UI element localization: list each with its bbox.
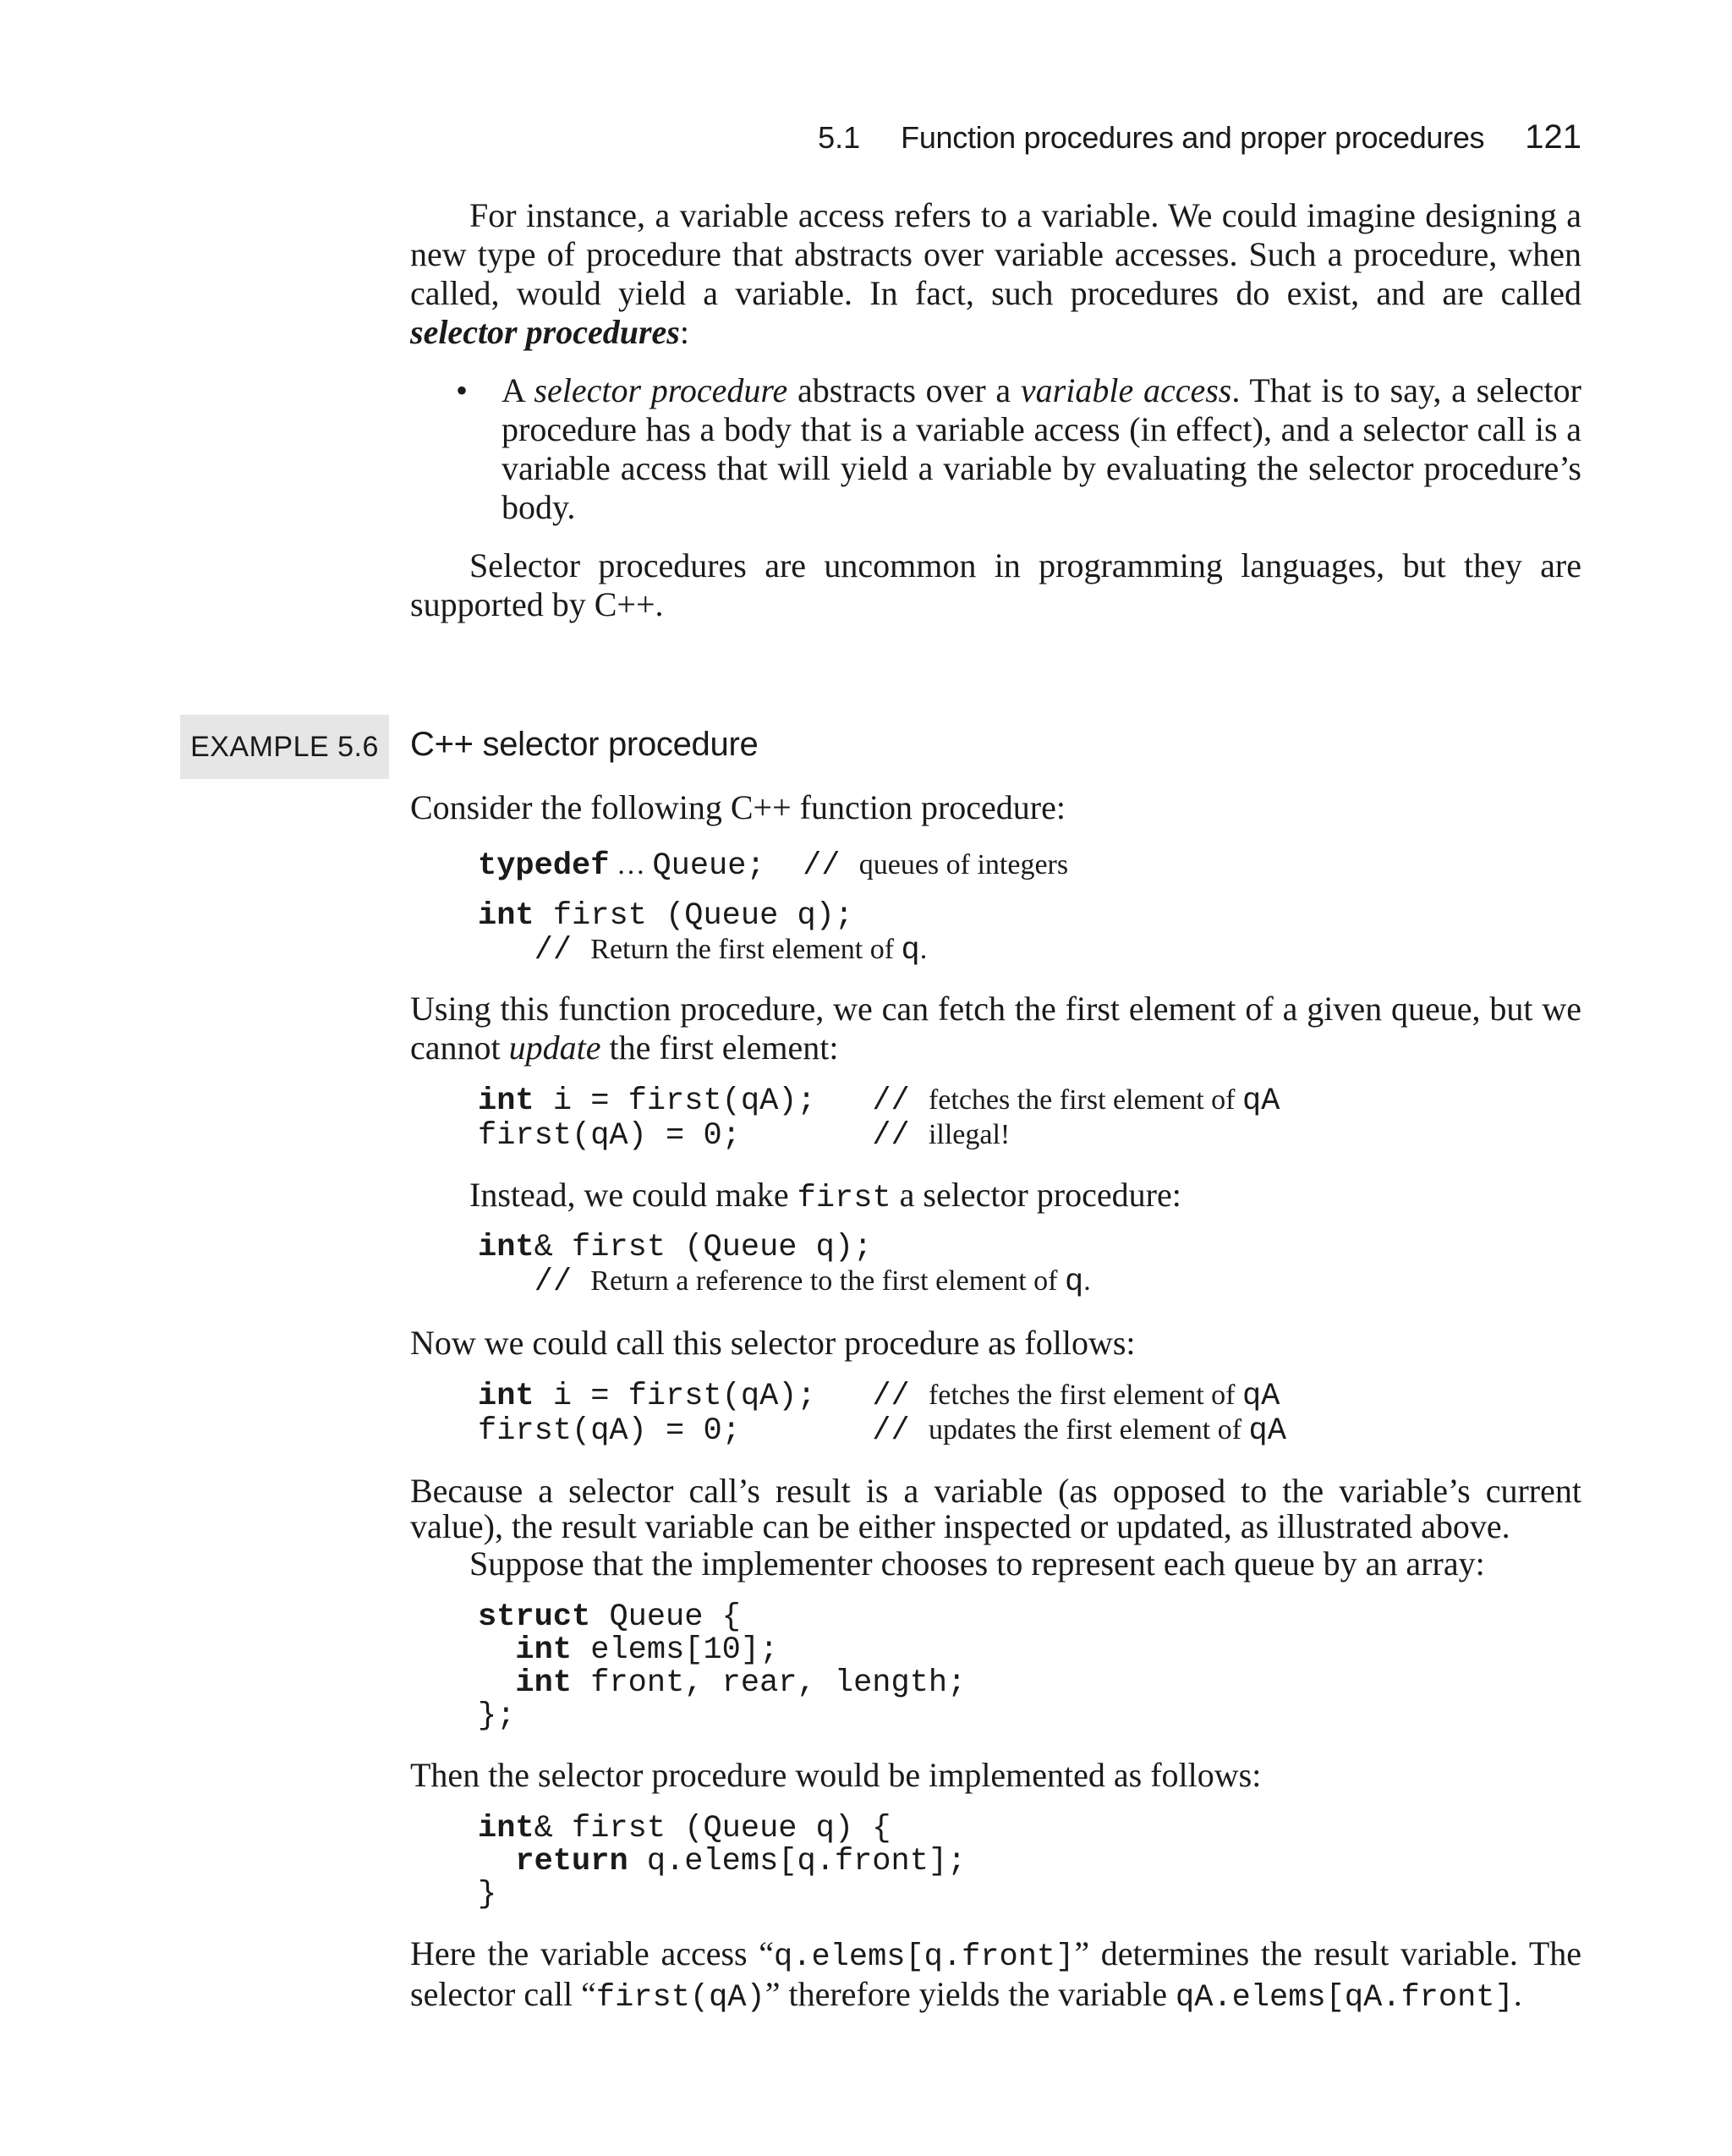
- keyword: int: [478, 1230, 534, 1265]
- code-text: };: [478, 1698, 516, 1734]
- code-text: elems[10];: [572, 1632, 779, 1668]
- example-paragraph-5: Because a selector call’s result is a variable (as opposed to the variable’s current value), the result variable can be either inspected or updated, as illustrated above.: [410, 1472, 1581, 1545]
- example-paragraph-3: [410, 1176, 1581, 1218]
- p2-text-b: the first element:: [600, 1029, 839, 1067]
- example-paragraph-2: [410, 990, 1581, 1067]
- code-var: qA: [1248, 1413, 1286, 1449]
- code-text: first(qA) = 0;: [478, 1413, 741, 1449]
- comment-marker: //: [534, 933, 573, 968]
- example-paragraph-4: Now we could call this selector procedure as follows:: [410, 1324, 1136, 1362]
- code-text: i = first(qA);: [534, 1379, 816, 1414]
- code-usage-1: [478, 1083, 1280, 1153]
- p2-emphasis: update: [508, 1029, 601, 1067]
- example-paragraph-6: Suppose that the implementer chooses to represent each queue by an array:: [469, 1544, 1485, 1583]
- code-text: i = first(qA);: [534, 1083, 816, 1119]
- keyword: int: [478, 1083, 534, 1119]
- keyword: int: [515, 1632, 573, 1668]
- example-paragraph-7: Then the selector procedure would be implemented as follows:: [410, 1756, 1262, 1794]
- p8-code-3: qA.elems[qA.front]: [1176, 1980, 1514, 2016]
- code-typedef: [478, 848, 1068, 883]
- keyword: return: [515, 1844, 628, 1879]
- running-head: [818, 118, 1581, 156]
- code-comment: Return the first element of: [590, 934, 902, 965]
- code-first-decl: [478, 899, 927, 968]
- bullet-icon: •: [456, 371, 469, 409]
- code-comment: illegal!: [928, 1119, 1011, 1150]
- example-tag: EXAMPLE 5.6: [180, 715, 389, 779]
- comment-marker: //: [872, 1413, 910, 1449]
- bullet-text-c: . That is to say, a selector procedure has a body that is a variable access (in effect), and a selector call is a variable access that will yield a variable by evaluating the selector procedure’s body.: [502, 371, 1581, 526]
- code-var: q: [1065, 1265, 1084, 1300]
- section-title: Function procedures and proper procedures: [901, 120, 1485, 155]
- keyword: int: [478, 1379, 534, 1414]
- code-text: q.elems[q.front];: [628, 1844, 967, 1879]
- intro-text-end: :: [679, 313, 689, 351]
- comment-marker: //: [872, 1083, 910, 1119]
- code-selector-decl: [478, 1231, 1091, 1299]
- ellipsis: …: [609, 849, 653, 881]
- page-number: 121: [1525, 118, 1581, 156]
- term-selector-procedures: selector procedures: [410, 313, 680, 351]
- keyword: int: [478, 898, 534, 934]
- intro-paragraph: [410, 196, 1581, 352]
- keyword: int: [515, 1665, 573, 1701]
- code-var: qA: [1241, 1083, 1280, 1119]
- comment-marker: //: [872, 1379, 910, 1414]
- bullet-text: [502, 371, 1581, 527]
- code-text: Queue;: [652, 848, 765, 884]
- bullet-term-access: variable access: [1020, 371, 1232, 409]
- code-comment: Return a reference to the first element of: [590, 1265, 1065, 1297]
- example-paragraph-1: Consider the following C++ function procedure:: [410, 788, 1066, 826]
- keyword: int: [478, 1811, 534, 1846]
- p8-code-1: q.elems[q.front]: [774, 1939, 1075, 1975]
- code-text: first (Queue q);: [534, 898, 854, 934]
- p3-text-b: a selector procedure:: [891, 1176, 1181, 1214]
- code-selector-impl: [478, 1813, 966, 1912]
- code-comment-end: .: [1083, 1265, 1091, 1297]
- example-title: C++ selector procedure: [410, 726, 759, 763]
- keyword: typedef: [478, 848, 610, 884]
- code-comment: updates the first element of: [928, 1414, 1249, 1446]
- code-var: qA: [1241, 1379, 1280, 1414]
- code-struct: [478, 1601, 966, 1733]
- example-paragraph-8: [410, 1935, 1581, 2016]
- code-comment: fetches the first element of: [928, 1084, 1242, 1116]
- code-comment: fetches the first element of: [928, 1380, 1242, 1411]
- p8-text-a: Here the variable access “: [410, 1934, 775, 1972]
- p8-text-d: .: [1513, 1975, 1522, 2013]
- code-var: q: [901, 933, 920, 968]
- bullet-text-a: A: [502, 371, 534, 409]
- code-text: Queue {: [590, 1599, 741, 1635]
- keyword: struct: [478, 1599, 591, 1635]
- code-usage-2: [478, 1379, 1286, 1448]
- code-text: front, rear, length;: [572, 1665, 967, 1701]
- comment-marker: //: [534, 1265, 573, 1300]
- p3-text-a: Instead, we could make: [469, 1176, 797, 1214]
- intro-paragraph-2: Selector procedures are uncommon in programming languages, but they are supported by C++.: [410, 546, 1581, 623]
- code-text: first(qA) = 0;: [478, 1118, 741, 1154]
- comment-marker: //: [872, 1118, 910, 1154]
- p8-text-b: ” determines the result variable. The selector call “: [410, 1934, 1581, 2013]
- intro-text: For instance, a variable access refers to a variable. We could imagine designing a new type of procedure that abstracts over variable accesses. Such a procedure, when called, would yield a variable. In fact, such procedures do exist, and are called: [410, 196, 1581, 312]
- bullet-text-b: abstracts over a: [787, 371, 1021, 409]
- p8-code-2: first(qA): [595, 1980, 765, 2016]
- definition-bullet: [456, 371, 1581, 527]
- code-text: & first (Queue q);: [534, 1230, 873, 1265]
- bullet-term-selector: selector procedure: [534, 371, 788, 409]
- code-text: & first (Queue q) {: [534, 1811, 891, 1846]
- section-number: 5.1: [818, 120, 861, 155]
- code-comment-end: .: [919, 934, 928, 965]
- p3-code: first: [797, 1181, 891, 1216]
- p2-text-a: Using this function procedure, we can fetch the first element of a given queue, but we cannot: [410, 990, 1581, 1067]
- p8-text-c: ” therefore yields the variable: [765, 1975, 1176, 2013]
- code-comment: queues of integers: [858, 849, 1069, 881]
- comment-marker: //: [803, 848, 841, 884]
- code-text: }: [478, 1877, 497, 1912]
